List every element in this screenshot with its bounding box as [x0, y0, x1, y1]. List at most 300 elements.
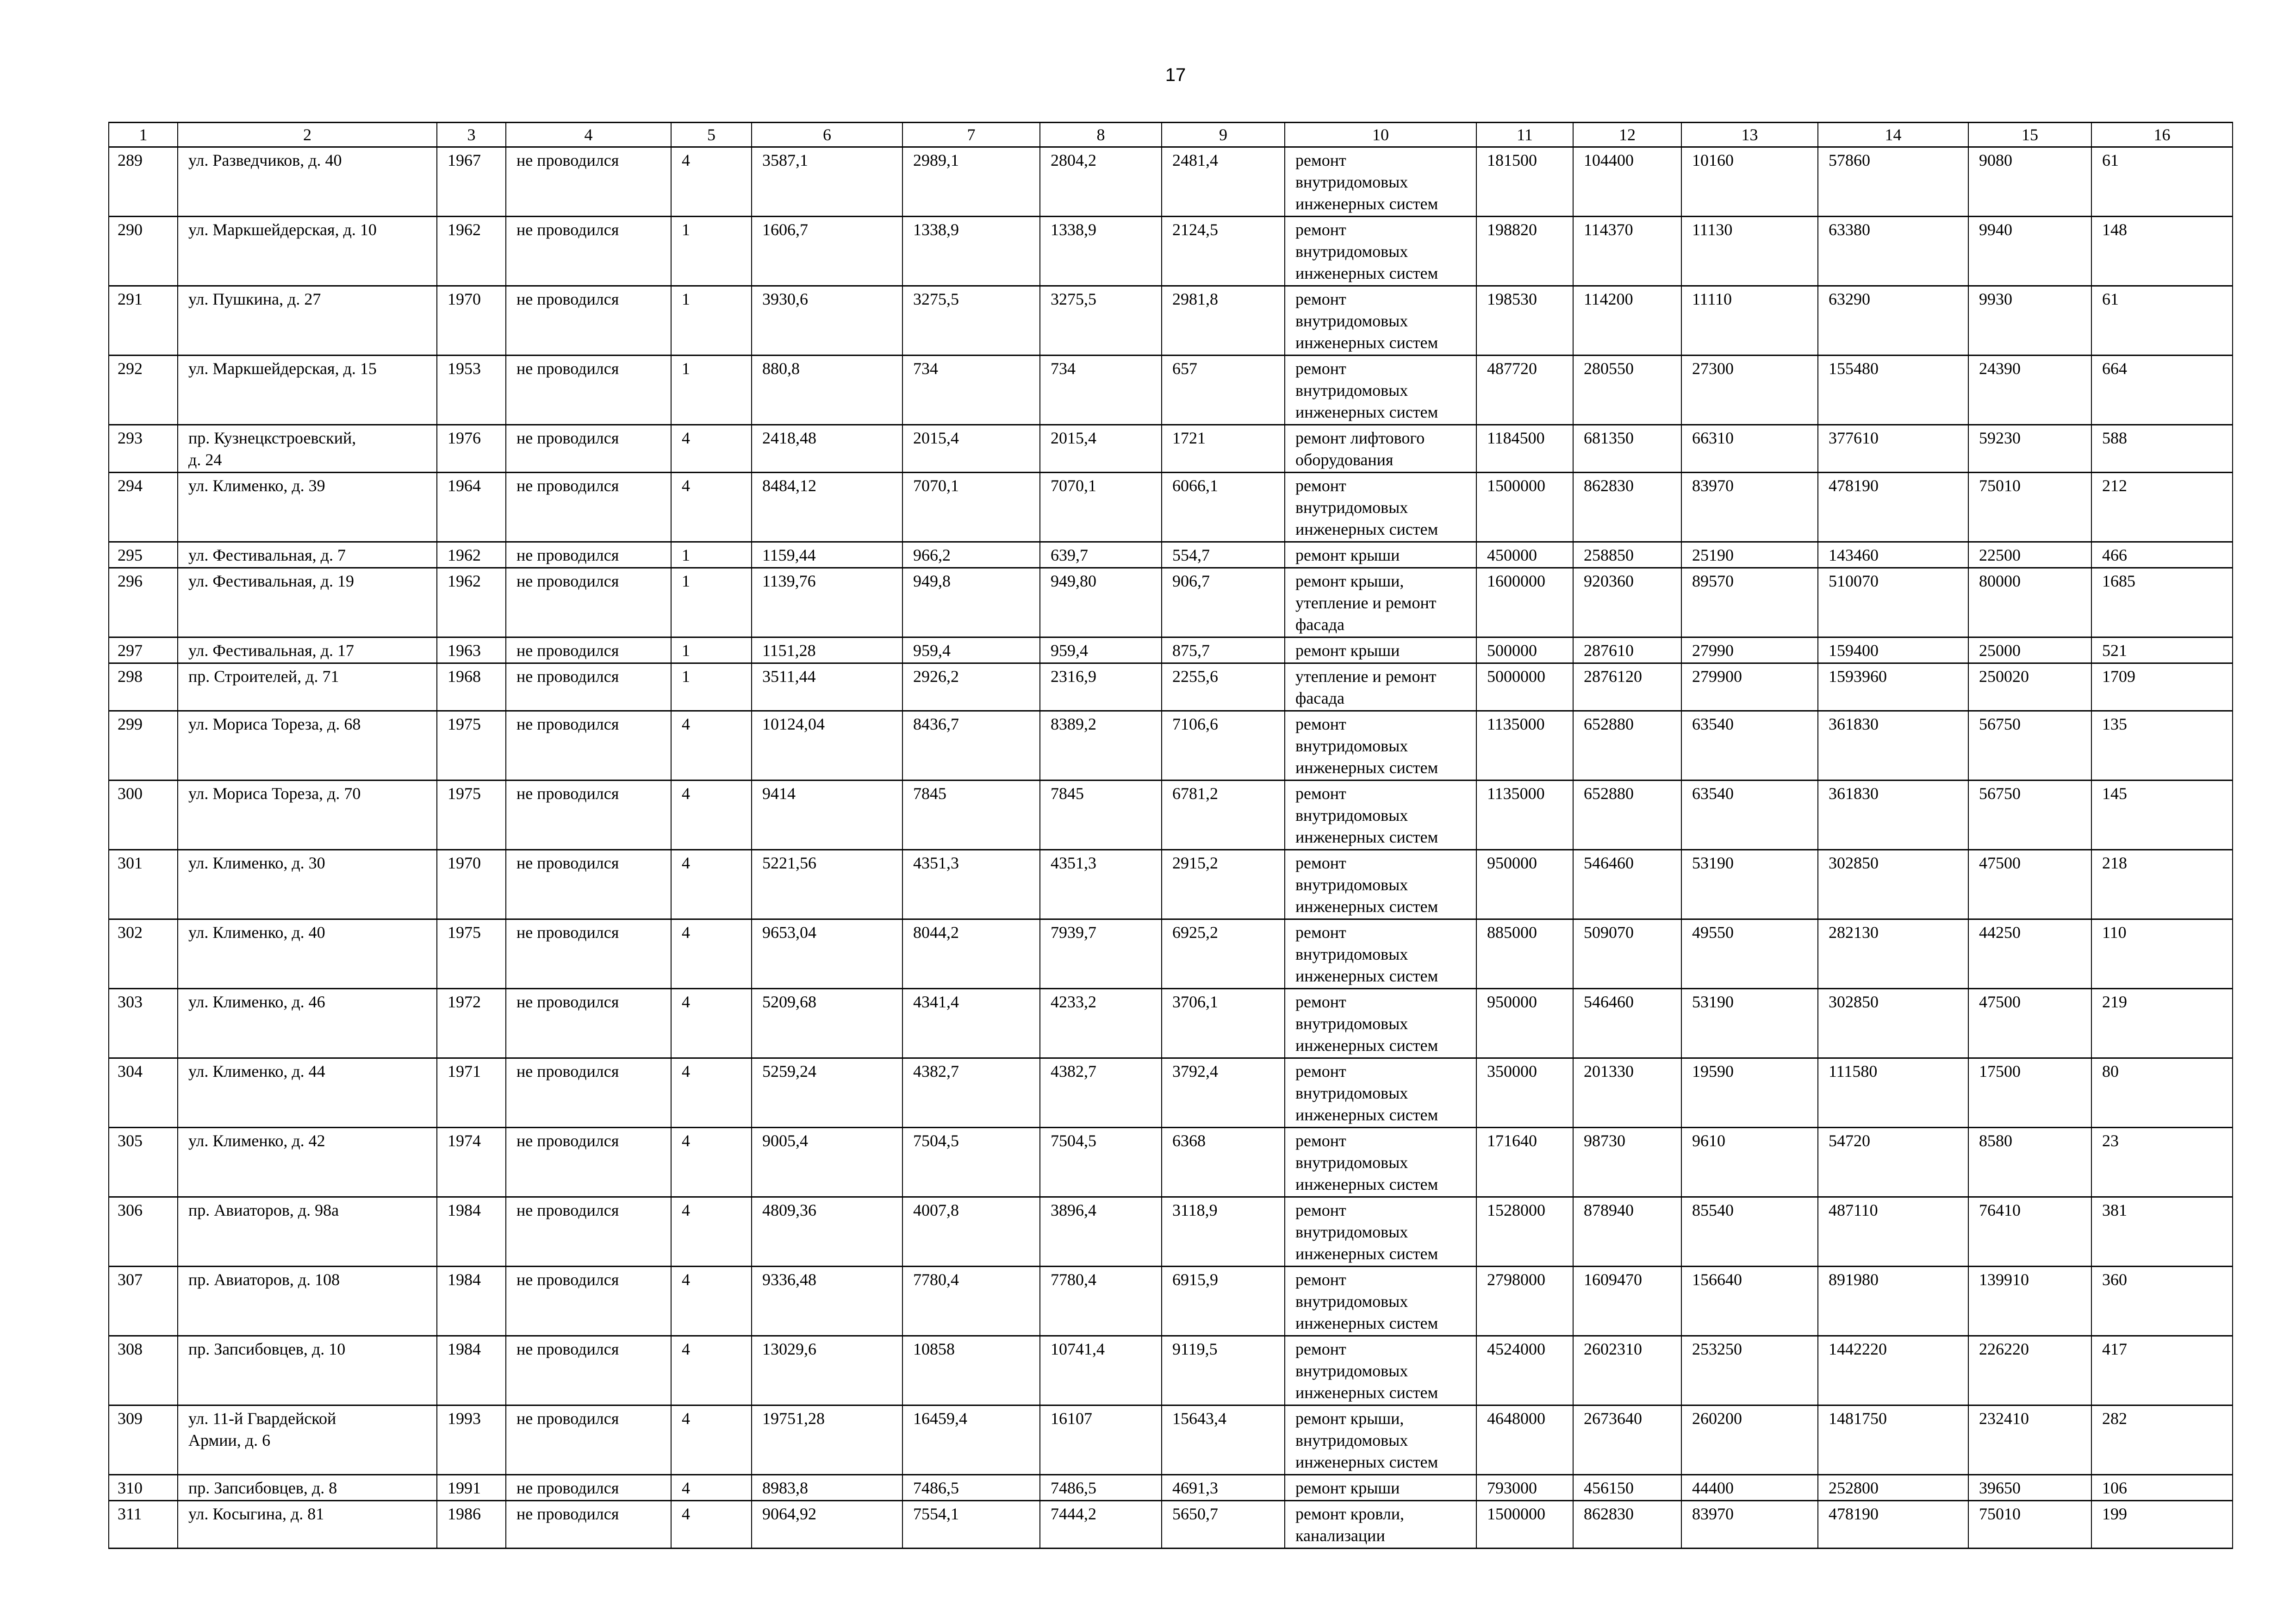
cell-last-repair: не проводился — [506, 850, 671, 919]
cell-nonresidential-area: 3118,9 — [1162, 1197, 1285, 1267]
cell-repair-type: ремонт внутридомовых инженерных систем — [1285, 919, 1476, 989]
table-row — [109, 1336, 2233, 1405]
cell-category: 4 — [671, 1336, 752, 1405]
cell-cost-col15: 47500 — [1968, 850, 2091, 919]
cell-living-area: 4351,3 — [902, 850, 1040, 919]
cell-cost-col15: 9930 — [1968, 286, 2091, 356]
cell-row-number: 294 — [109, 473, 178, 542]
cell-cost-col12: 98730 — [1573, 1128, 1681, 1197]
cell-cost-col12: 258850 — [1573, 542, 1681, 568]
cell-total-cost: 4524000 — [1476, 1336, 1573, 1405]
cell-nonresidential-area: 7106,6 — [1162, 711, 1285, 781]
cell-residential-area: 2316,9 — [1040, 663, 1162, 711]
cell-address: пр. Строителей, д. 71 — [178, 663, 437, 711]
cell-last-repair: не проводился — [506, 1267, 671, 1336]
cell-residential-area: 7070,1 — [1040, 473, 1162, 542]
column-header-12: 12 — [1573, 123, 1681, 147]
cell-address: ул. Маркшейдерская, д. 15 — [178, 356, 437, 425]
cell-cost-col15: 39650 — [1968, 1475, 2091, 1501]
cell-total-cost: 1600000 — [1476, 568, 1573, 637]
cell-cost-col13: 11130 — [1681, 217, 1818, 286]
cell-total-area: 13029,6 — [752, 1336, 902, 1405]
cell-cost-per-sqm: 360 — [2091, 1267, 2233, 1336]
cell-total-area: 2418,48 — [752, 425, 902, 473]
cell-category: 1 — [671, 663, 752, 711]
cell-total-area: 5259,24 — [752, 1058, 902, 1128]
cell-cost-col13: 19590 — [1681, 1058, 1818, 1128]
cell-cost-col14: 63290 — [1818, 286, 1968, 356]
cell-residential-area: 734 — [1040, 356, 1162, 425]
cell-repair-type: ремонт внутридомовых инженерных систем — [1285, 1197, 1476, 1267]
cell-category: 4 — [671, 1405, 752, 1475]
cell-total-cost: 1500000 — [1476, 473, 1573, 542]
cell-category: 1 — [671, 542, 752, 568]
cell-cost-col12: 652880 — [1573, 781, 1681, 850]
cell-cost-col13: 85540 — [1681, 1197, 1818, 1267]
cell-cost-col12: 114370 — [1573, 217, 1681, 286]
cell-cost-col12: 681350 — [1573, 425, 1681, 473]
cell-residential-area: 7504,5 — [1040, 1128, 1162, 1197]
cell-repair-type: ремонт лифтового оборудования — [1285, 425, 1476, 473]
cell-nonresidential-area: 6066,1 — [1162, 473, 1285, 542]
cell-residential-area: 7939,7 — [1040, 919, 1162, 989]
cell-row-number: 307 — [109, 1267, 178, 1336]
cell-residential-area: 4351,3 — [1040, 850, 1162, 919]
cell-row-number: 300 — [109, 781, 178, 850]
cell-total-cost: 1135000 — [1476, 711, 1573, 781]
cell-address: ул. Клименко, д. 40 — [178, 919, 437, 989]
cell-year-built: 1984 — [437, 1197, 506, 1267]
cell-residential-area: 10741,4 — [1040, 1336, 1162, 1405]
cell-cost-col12: 104400 — [1573, 147, 1681, 217]
cell-category: 4 — [671, 1128, 752, 1197]
cell-cost-col14: 510070 — [1818, 568, 1968, 637]
cell-total-area: 1159,44 — [752, 542, 902, 568]
cell-cost-col14: 1593960 — [1818, 663, 1968, 711]
table-body — [109, 147, 2233, 1549]
cell-category: 4 — [671, 1197, 752, 1267]
cell-total-area: 10124,04 — [752, 711, 902, 781]
cell-repair-type: ремонт внутридомовых инженерных систем — [1285, 473, 1476, 542]
cell-address: пр. Запсибовцев, д. 10 — [178, 1336, 437, 1405]
cell-last-repair: не проводился — [506, 286, 671, 356]
cell-residential-area: 8389,2 — [1040, 711, 1162, 781]
cell-total-area: 9653,04 — [752, 919, 902, 989]
cell-total-cost: 181500 — [1476, 147, 1573, 217]
cell-total-cost: 2798000 — [1476, 1267, 1573, 1336]
cell-cost-col14: 54720 — [1818, 1128, 1968, 1197]
cell-cost-col14: 361830 — [1818, 711, 1968, 781]
cell-living-area: 7845 — [902, 781, 1040, 850]
cell-last-repair: не проводился — [506, 1197, 671, 1267]
cell-cost-col12: 201330 — [1573, 1058, 1681, 1128]
cell-cost-col13: 156640 — [1681, 1267, 1818, 1336]
cell-category: 4 — [671, 1058, 752, 1128]
table-row — [109, 356, 2233, 425]
cell-nonresidential-area: 4691,3 — [1162, 1475, 1285, 1501]
table-row — [109, 1058, 2233, 1128]
cell-living-area: 2015,4 — [902, 425, 1040, 473]
cell-last-repair: не проводился — [506, 542, 671, 568]
cell-cost-col14: 478190 — [1818, 473, 1968, 542]
column-number-header-row — [109, 123, 2233, 147]
cell-living-area: 7780,4 — [902, 1267, 1040, 1336]
cell-cost-col12: 920360 — [1573, 568, 1681, 637]
cell-year-built: 1962 — [437, 217, 506, 286]
column-header-9: 9 — [1162, 123, 1285, 147]
cell-year-built: 1991 — [437, 1475, 506, 1501]
cell-cost-per-sqm: 61 — [2091, 147, 2233, 217]
cell-last-repair: не проводился — [506, 1501, 671, 1549]
cell-living-area: 966,2 — [902, 542, 1040, 568]
cell-cost-col15: 76410 — [1968, 1197, 2091, 1267]
cell-repair-type: ремонт крыши, внутридомовых инженерных систем — [1285, 1405, 1476, 1475]
cell-row-number: 299 — [109, 711, 178, 781]
cell-cost-col14: 57860 — [1818, 147, 1968, 217]
cell-total-cost: 450000 — [1476, 542, 1573, 568]
cell-last-repair: не проводился — [506, 356, 671, 425]
column-header-7: 7 — [902, 123, 1040, 147]
cell-row-number: 303 — [109, 989, 178, 1058]
cell-category: 4 — [671, 711, 752, 781]
cell-category: 1 — [671, 286, 752, 356]
cell-cost-col14: 302850 — [1818, 850, 1968, 919]
cell-category: 4 — [671, 425, 752, 473]
table-row — [109, 425, 2233, 473]
cell-cost-col13: 53190 — [1681, 850, 1818, 919]
cell-total-area: 8983,8 — [752, 1475, 902, 1501]
cell-total-cost: 1528000 — [1476, 1197, 1573, 1267]
column-header-13: 13 — [1681, 123, 1818, 147]
cell-repair-type: ремонт внутридомовых инженерных систем — [1285, 147, 1476, 217]
cell-cost-col14: 377610 — [1818, 425, 1968, 473]
cell-cost-per-sqm: 466 — [2091, 542, 2233, 568]
cell-year-built: 1975 — [437, 919, 506, 989]
cell-cost-col15: 22500 — [1968, 542, 2091, 568]
column-header-3: 3 — [437, 123, 506, 147]
cell-living-area: 4382,7 — [902, 1058, 1040, 1128]
cell-cost-col12: 280550 — [1573, 356, 1681, 425]
cell-residential-area: 7486,5 — [1040, 1475, 1162, 1501]
cell-repair-type: ремонт внутридомовых инженерных систем — [1285, 1058, 1476, 1128]
cell-residential-area: 1338,9 — [1040, 217, 1162, 286]
cell-last-repair: не проводился — [506, 425, 671, 473]
cell-total-area: 9414 — [752, 781, 902, 850]
table-row — [109, 637, 2233, 663]
cell-nonresidential-area: 2981,8 — [1162, 286, 1285, 356]
cell-living-area: 949,8 — [902, 568, 1040, 637]
table-row — [109, 1501, 2233, 1549]
table-row — [109, 1128, 2233, 1197]
cell-cost-per-sqm: 1709 — [2091, 663, 2233, 711]
table-row — [109, 1267, 2233, 1336]
cell-cost-col14: 302850 — [1818, 989, 1968, 1058]
table-row — [109, 1197, 2233, 1267]
cell-address: ул. Клименко, д. 46 — [178, 989, 437, 1058]
cell-repair-type: ремонт крыши — [1285, 1475, 1476, 1501]
cell-last-repair: не проводился — [506, 1475, 671, 1501]
cell-cost-col12: 114200 — [1573, 286, 1681, 356]
cell-address: ул. Клименко, д. 44 — [178, 1058, 437, 1128]
cell-row-number: 301 — [109, 850, 178, 919]
cell-cost-per-sqm: 521 — [2091, 637, 2233, 663]
cell-year-built: 1986 — [437, 1501, 506, 1549]
cell-year-built: 1984 — [437, 1336, 506, 1405]
table-row — [109, 1405, 2233, 1475]
cell-total-area: 9005,4 — [752, 1128, 902, 1197]
table-row — [109, 989, 2233, 1058]
cell-cost-col13: 10160 — [1681, 147, 1818, 217]
cell-cost-per-sqm: 148 — [2091, 217, 2233, 286]
cell-total-cost: 1135000 — [1476, 781, 1573, 850]
cell-repair-type: ремонт внутридомовых инженерных систем — [1285, 286, 1476, 356]
cell-address: ул. Косыгина, д. 81 — [178, 1501, 437, 1549]
cell-cost-col13: 83970 — [1681, 1501, 1818, 1549]
cell-address: ул. Клименко, д. 39 — [178, 473, 437, 542]
cell-living-area: 3275,5 — [902, 286, 1040, 356]
cell-year-built: 1993 — [437, 1405, 506, 1475]
cell-category: 4 — [671, 989, 752, 1058]
cell-year-built: 1972 — [437, 989, 506, 1058]
cell-cost-col13: 44400 — [1681, 1475, 1818, 1501]
cell-nonresidential-area: 3706,1 — [1162, 989, 1285, 1058]
column-header-4: 4 — [506, 123, 671, 147]
cell-address: ул. Маркшейдерская, д. 10 — [178, 217, 437, 286]
cell-cost-col14: 111580 — [1818, 1058, 1968, 1128]
cell-cost-col12: 652880 — [1573, 711, 1681, 781]
cell-cost-col13: 27300 — [1681, 356, 1818, 425]
cell-row-number: 306 — [109, 1197, 178, 1267]
cell-address: ул. 11-й Гвардейской Армии, д. 6 — [178, 1405, 437, 1475]
cell-cost-per-sqm: 23 — [2091, 1128, 2233, 1197]
cell-year-built: 1964 — [437, 473, 506, 542]
cell-cost-col13: 89570 — [1681, 568, 1818, 637]
cell-total-area: 3930,6 — [752, 286, 902, 356]
cell-repair-type: ремонт кровли, канализации — [1285, 1501, 1476, 1549]
cell-last-repair: не проводился — [506, 1128, 671, 1197]
cell-cost-col14: 487110 — [1818, 1197, 1968, 1267]
cell-year-built: 1962 — [437, 568, 506, 637]
table-row — [109, 711, 2233, 781]
cell-cost-col15: 44250 — [1968, 919, 2091, 989]
cell-nonresidential-area: 3792,4 — [1162, 1058, 1285, 1128]
cell-cost-col15: 17500 — [1968, 1058, 2091, 1128]
cell-residential-area: 3896,4 — [1040, 1197, 1162, 1267]
cell-year-built: 1953 — [437, 356, 506, 425]
cell-row-number: 305 — [109, 1128, 178, 1197]
cell-total-cost: 5000000 — [1476, 663, 1573, 711]
cell-cost-col13: 63540 — [1681, 781, 1818, 850]
cell-cost-col14: 143460 — [1818, 542, 1968, 568]
cell-last-repair: не проводился — [506, 711, 671, 781]
cell-living-area: 2926,2 — [902, 663, 1040, 711]
cell-cost-col15: 56750 — [1968, 711, 2091, 781]
cell-address: пр. Авиаторов, д. 108 — [178, 1267, 437, 1336]
cell-total-area: 3587,1 — [752, 147, 902, 217]
table-row — [109, 781, 2233, 850]
table-row — [109, 663, 2233, 711]
cell-repair-type: ремонт внутридомовых инженерных систем — [1285, 1267, 1476, 1336]
table-row — [109, 568, 2233, 637]
cell-cost-col15: 139910 — [1968, 1267, 2091, 1336]
cell-residential-area: 7845 — [1040, 781, 1162, 850]
cell-residential-area: 2015,4 — [1040, 425, 1162, 473]
cell-row-number: 295 — [109, 542, 178, 568]
cell-living-area: 2989,1 — [902, 147, 1040, 217]
cell-row-number: 304 — [109, 1058, 178, 1128]
cell-nonresidential-area: 6781,2 — [1162, 781, 1285, 850]
cell-cost-col12: 2876120 — [1573, 663, 1681, 711]
cell-year-built: 1976 — [437, 425, 506, 473]
cell-year-built: 1963 — [437, 637, 506, 663]
cell-total-cost: 4648000 — [1476, 1405, 1573, 1475]
cell-row-number: 308 — [109, 1336, 178, 1405]
cell-nonresidential-area: 875,7 — [1162, 637, 1285, 663]
cell-cost-per-sqm: 218 — [2091, 850, 2233, 919]
cell-cost-col14: 1442220 — [1818, 1336, 1968, 1405]
cell-total-cost: 950000 — [1476, 850, 1573, 919]
cell-cost-col13: 63540 — [1681, 711, 1818, 781]
cell-total-cost: 950000 — [1476, 989, 1573, 1058]
cell-repair-type: ремонт крыши — [1285, 637, 1476, 663]
cell-nonresidential-area: 15643,4 — [1162, 1405, 1285, 1475]
cell-cost-col14: 63380 — [1818, 217, 1968, 286]
cell-cost-col13: 9610 — [1681, 1128, 1818, 1197]
cell-cost-col13: 83970 — [1681, 473, 1818, 542]
column-header-14: 14 — [1818, 123, 1968, 147]
cell-year-built: 1974 — [437, 1128, 506, 1197]
cell-cost-col15: 80000 — [1968, 568, 2091, 637]
cell-total-cost: 198820 — [1476, 217, 1573, 286]
cell-category: 4 — [671, 781, 752, 850]
cell-nonresidential-area: 2255,6 — [1162, 663, 1285, 711]
cell-total-area: 3511,44 — [752, 663, 902, 711]
table-row — [109, 919, 2233, 989]
cell-cost-col14: 155480 — [1818, 356, 1968, 425]
cell-repair-type: ремонт внутридомовых инженерных систем — [1285, 711, 1476, 781]
cell-cost-col12: 862830 — [1573, 473, 1681, 542]
cell-cost-per-sqm: 80 — [2091, 1058, 2233, 1128]
cell-category: 4 — [671, 1475, 752, 1501]
cell-row-number: 311 — [109, 1501, 178, 1549]
cell-address: ул. Пушкина, д. 27 — [178, 286, 437, 356]
cell-cost-col15: 9080 — [1968, 147, 2091, 217]
cell-category: 1 — [671, 568, 752, 637]
cell-last-repair: не проводился — [506, 147, 671, 217]
cell-cost-col12: 1609470 — [1573, 1267, 1681, 1336]
cell-residential-area: 7780,4 — [1040, 1267, 1162, 1336]
cell-living-area: 7486,5 — [902, 1475, 1040, 1501]
cell-residential-area: 959,4 — [1040, 637, 1162, 663]
cell-repair-type: ремонт внутридомовых инженерных систем — [1285, 850, 1476, 919]
cell-total-cost: 198530 — [1476, 286, 1573, 356]
cell-repair-type: ремонт внутридомовых инженерных систем — [1285, 217, 1476, 286]
cell-living-area: 959,4 — [902, 637, 1040, 663]
cell-row-number: 298 — [109, 663, 178, 711]
cell-address: ул. Клименко, д. 42 — [178, 1128, 437, 1197]
cell-cost-col12: 509070 — [1573, 919, 1681, 989]
table-row — [109, 473, 2233, 542]
cell-cost-col13: 260200 — [1681, 1405, 1818, 1475]
cell-total-area: 5209,68 — [752, 989, 902, 1058]
cell-total-area: 5221,56 — [752, 850, 902, 919]
cell-living-area: 10858 — [902, 1336, 1040, 1405]
cell-last-repair: не проводился — [506, 637, 671, 663]
cell-category: 4 — [671, 147, 752, 217]
cell-cost-col13: 25190 — [1681, 542, 1818, 568]
cell-cost-col15: 25000 — [1968, 637, 2091, 663]
cell-cost-col13: 253250 — [1681, 1336, 1818, 1405]
cell-cost-per-sqm: 106 — [2091, 1475, 2233, 1501]
cell-nonresidential-area: 6915,9 — [1162, 1267, 1285, 1336]
cell-repair-type: ремонт внутридомовых инженерных систем — [1285, 781, 1476, 850]
cell-cost-col13: 27990 — [1681, 637, 1818, 663]
cell-cost-col12: 878940 — [1573, 1197, 1681, 1267]
cell-cost-per-sqm: 61 — [2091, 286, 2233, 356]
cell-address: пр. Кузнецкстроевский, д. 24 — [178, 425, 437, 473]
cell-cost-per-sqm: 212 — [2091, 473, 2233, 542]
cell-residential-area: 2804,2 — [1040, 147, 1162, 217]
cell-year-built: 1962 — [437, 542, 506, 568]
column-header-8: 8 — [1040, 123, 1162, 147]
table-row — [109, 217, 2233, 286]
cell-row-number: 293 — [109, 425, 178, 473]
table-row — [109, 286, 2233, 356]
cell-cost-col14: 282130 — [1818, 919, 1968, 989]
cell-category: 4 — [671, 919, 752, 989]
cell-row-number: 291 — [109, 286, 178, 356]
cell-residential-area: 7444,2 — [1040, 1501, 1162, 1549]
housing-repair-table — [108, 122, 2233, 1549]
cell-total-cost: 487720 — [1476, 356, 1573, 425]
cell-row-number: 296 — [109, 568, 178, 637]
cell-cost-col12: 546460 — [1573, 989, 1681, 1058]
cell-category: 1 — [671, 637, 752, 663]
cell-nonresidential-area: 6368 — [1162, 1128, 1285, 1197]
cell-cost-col15: 8580 — [1968, 1128, 2091, 1197]
cell-nonresidential-area: 906,7 — [1162, 568, 1285, 637]
cell-year-built: 1975 — [437, 711, 506, 781]
cell-cost-col12: 546460 — [1573, 850, 1681, 919]
cell-total-area: 1606,7 — [752, 217, 902, 286]
cell-address: ул. Фестивальная, д. 17 — [178, 637, 437, 663]
cell-cost-col15: 232410 — [1968, 1405, 2091, 1475]
cell-category: 4 — [671, 1501, 752, 1549]
cell-residential-area: 4233,2 — [1040, 989, 1162, 1058]
cell-year-built: 1968 — [437, 663, 506, 711]
cell-cost-col13: 66310 — [1681, 425, 1818, 473]
cell-cost-col15: 75010 — [1968, 1501, 2091, 1549]
cell-address: ул. Фестивальная, д. 7 — [178, 542, 437, 568]
cell-residential-area: 16107 — [1040, 1405, 1162, 1475]
cell-living-area: 4007,8 — [902, 1197, 1040, 1267]
cell-living-area: 8436,7 — [902, 711, 1040, 781]
cell-cost-col13: 279900 — [1681, 663, 1818, 711]
cell-cost-col14: 1481750 — [1818, 1405, 1968, 1475]
cell-nonresidential-area: 2124,5 — [1162, 217, 1285, 286]
cell-address: ул. Клименко, д. 30 — [178, 850, 437, 919]
cell-cost-col15: 226220 — [1968, 1336, 2091, 1405]
cell-total-area: 8484,12 — [752, 473, 902, 542]
cell-total-area: 9064,92 — [752, 1501, 902, 1549]
table-row — [109, 1475, 2233, 1501]
cell-cost-col15: 24390 — [1968, 356, 2091, 425]
cell-category: 4 — [671, 1267, 752, 1336]
cell-address: ул. Разведчиков, д. 40 — [178, 147, 437, 217]
cell-cost-col12: 2673640 — [1573, 1405, 1681, 1475]
cell-living-area: 734 — [902, 356, 1040, 425]
cell-last-repair: не проводился — [506, 663, 671, 711]
